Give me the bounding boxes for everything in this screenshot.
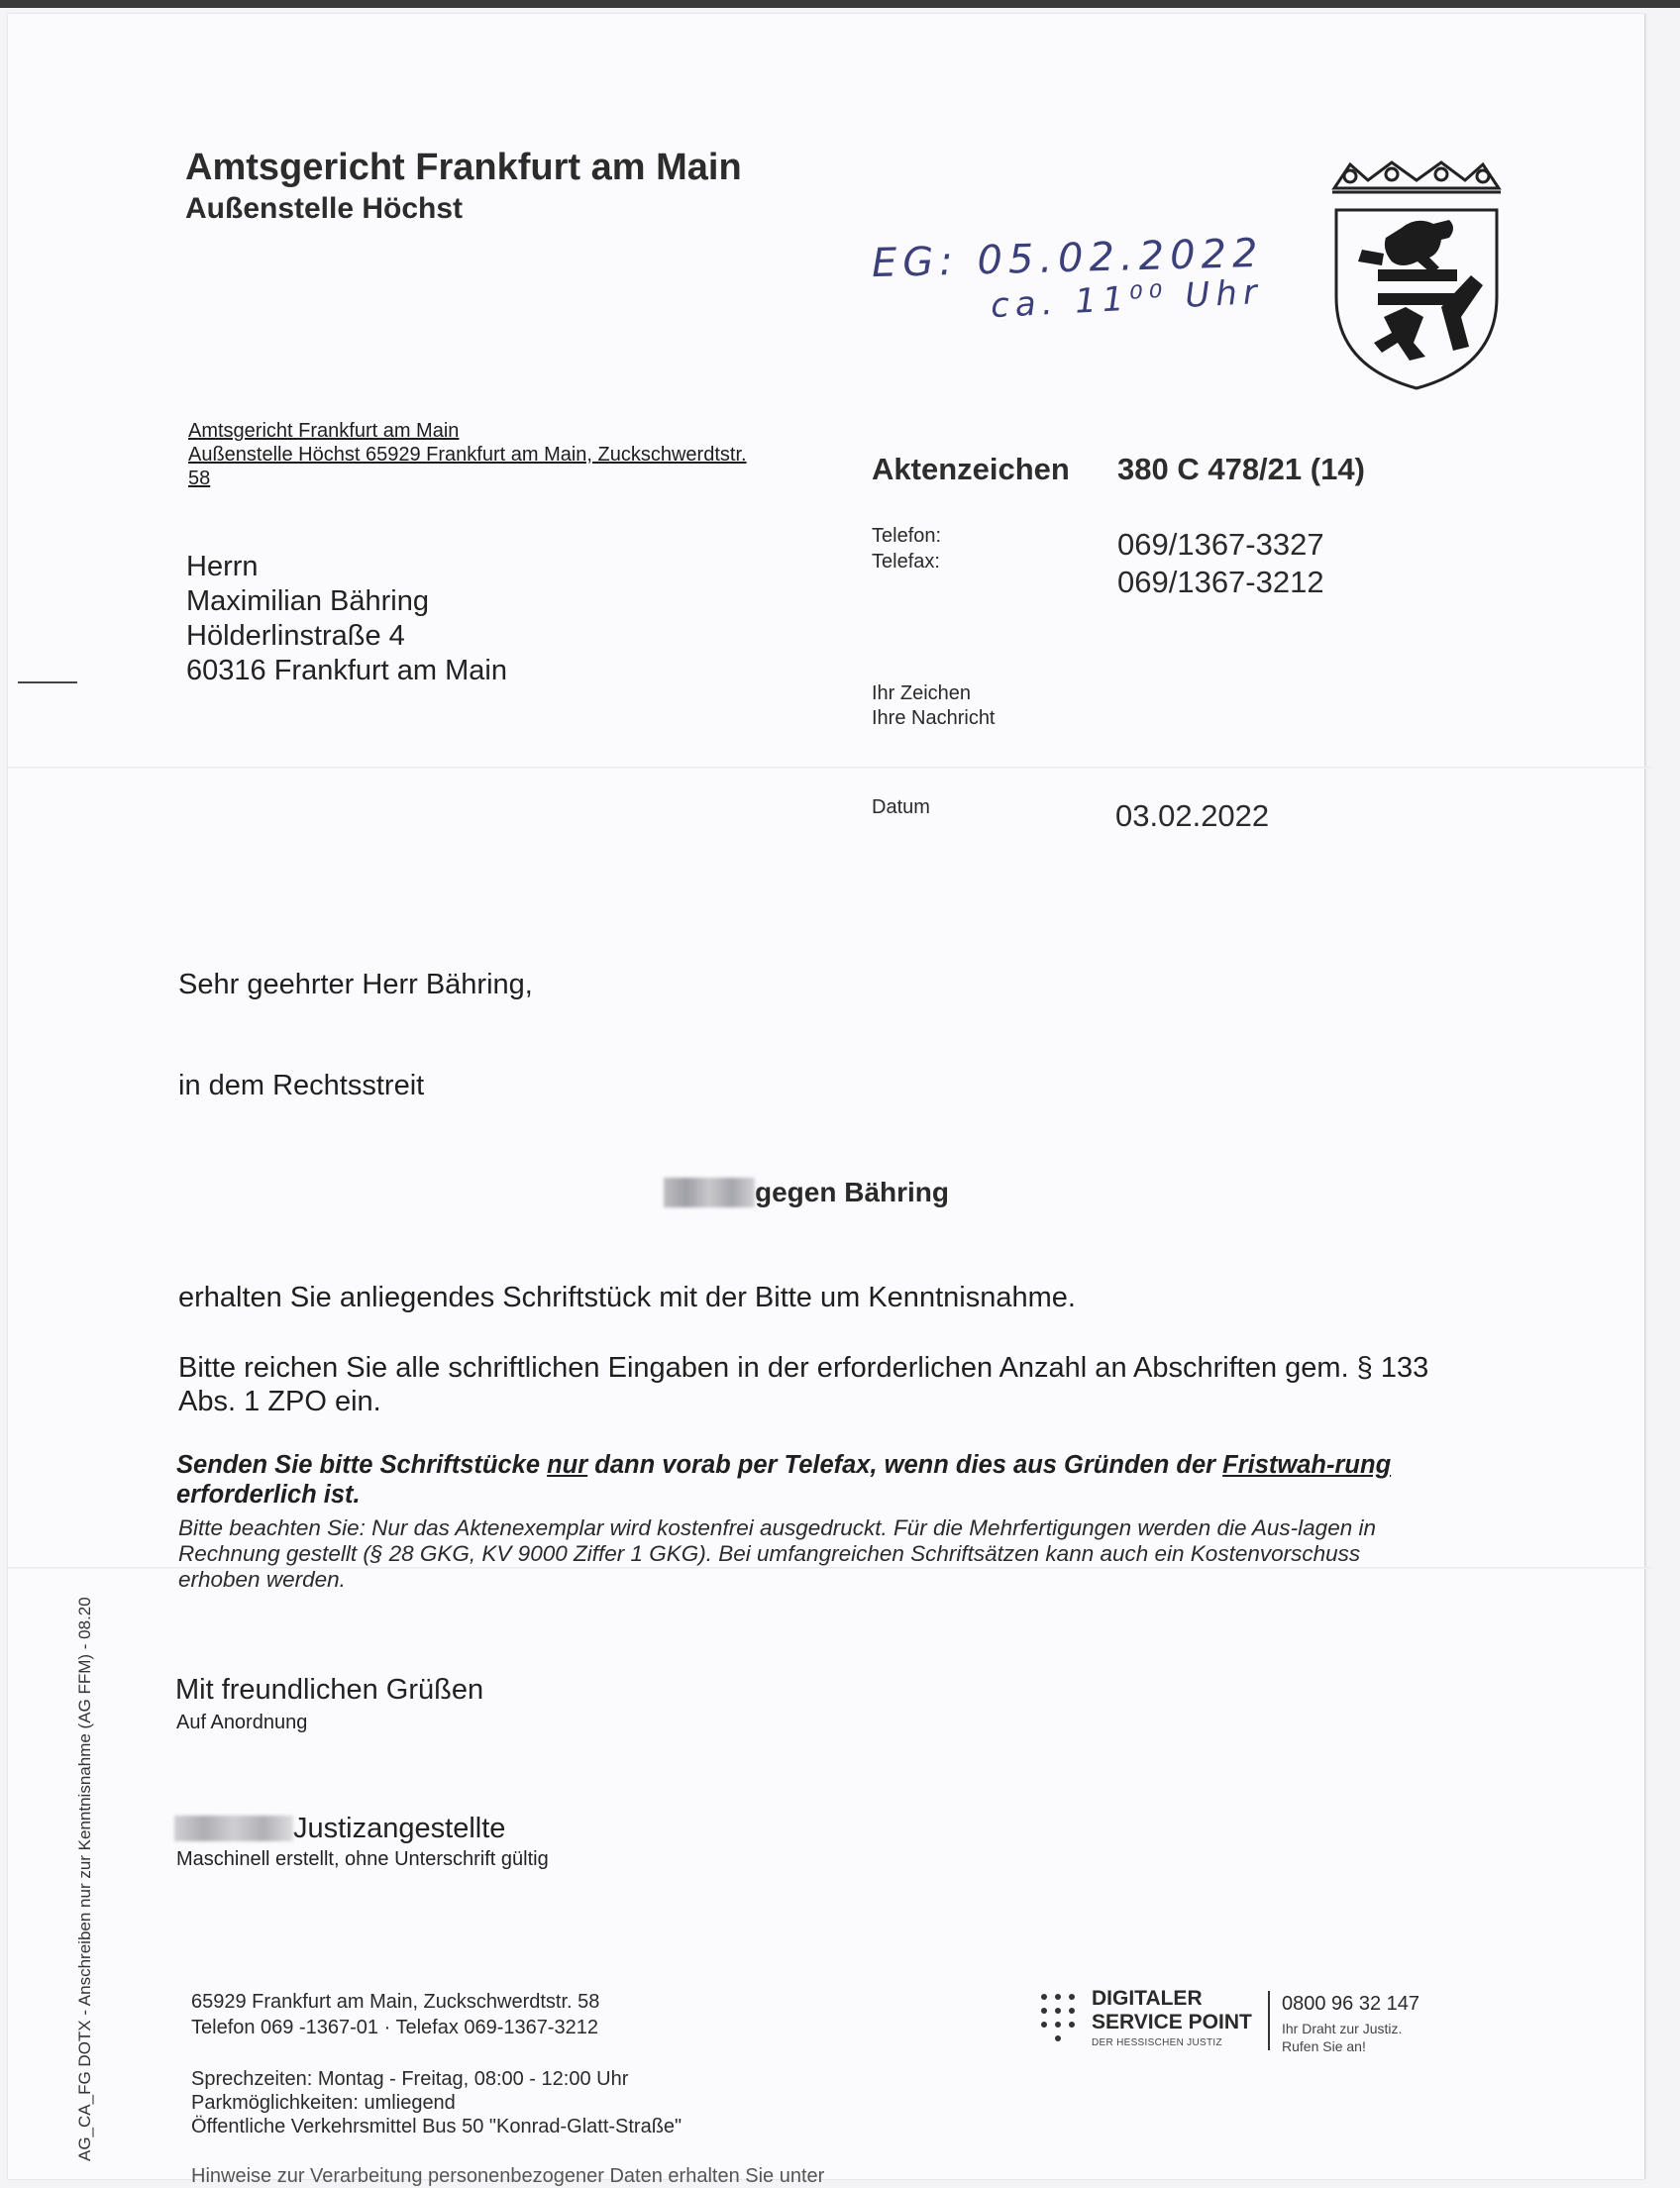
cost-note: Bitte beachten Sie: Nur das Aktenexemplar wird kostenfrei ausgedruckt. Für die Mehrfertigungen werden die Aus-lagen in Rechnung gestellt (§ 28 GKG, KV 9000 Ziffer 1 GKG). Bei umfangreichen Schriftsätzen kann auch ein Kostenvorschuss erhoben werden.: [178, 1515, 1376, 1592]
recipient-name: Maximilian Bähring: [186, 585, 429, 617]
paragraph-enclosure: erhalten Sie anliegendes Schriftstück mit der Bitte um Kenntnisnahme.: [178, 1282, 1076, 1313]
closing-regards: Mit freundlichen Grüßen: [175, 1674, 484, 1706]
fax-label: Telefax:: [872, 551, 940, 573]
court-name: Amtsgericht Frankfurt am Main: [185, 147, 742, 188]
sender-return-address: [188, 419, 822, 490]
digital-service-point: [1038, 1987, 1454, 2056]
footer-privacy-hint: Hinweise zur Verarbeitung personenbezogener Daten erhalten Sie unter: [191, 2165, 825, 2187]
service-point-dots-icon: [1038, 1991, 1082, 2050]
by-order: Auf Anordnung: [176, 1712, 308, 1733]
signatory: [174, 1813, 505, 1845]
redacted-signatory-name: [174, 1816, 293, 1841]
case-parties: [664, 1177, 949, 1208]
service-point-subtitle: DER HESSISCHEN JUSTIZ: [1092, 2037, 1222, 2048]
service-point-title: SERVICE POINT: [1092, 2011, 1252, 2033]
phone-label: Telefon:: [872, 525, 942, 547]
fold-mark: [18, 681, 77, 683]
footer-parking: Parkmöglichkeiten: umliegend: [191, 2092, 456, 2114]
sender-line: Außenstelle Höchst 65929 Frankfurt am Main, Zuckschwerdtstr.: [188, 444, 747, 466]
sender-line: 58: [188, 468, 211, 489]
fax-value: 069/1367-3212: [1117, 565, 1324, 599]
footer-transport: Öffentliche Verkehrsmittel Bus 50 "Konrad-Glatt-Straße": [191, 2116, 682, 2137]
handwritten-receipt-time: ca. 11⁰⁰ Uhr: [990, 271, 1264, 327]
recipient-salutation: Herrn: [186, 551, 259, 582]
paragraph-copies: Bitte reichen Sie alle schriftlichen Eingaben in der erforderlichen Anzahl an Abschriften gem. § 133 Abs. 1 ZPO ein.: [178, 1352, 1429, 1417]
party-text: gegen Bähring: [755, 1177, 950, 1207]
emphasis-only: nur: [547, 1451, 588, 1479]
handwritten-receipt-date: EG: 05.02.2022: [871, 230, 1265, 287]
scan-edge: [0, 0, 1680, 8]
hesse-coat-of-arms-icon: [1322, 158, 1511, 392]
your-message-label: Ihre Nachricht: [872, 707, 996, 729]
fax-instruction: [176, 1450, 1454, 1510]
recipient-street: Hölderlinstraße 4: [186, 620, 405, 652]
service-point-slogan: Ihr Draht zur Justiz.: [1282, 2021, 1403, 2036]
fold-line: [8, 767, 1652, 769]
signatory-title: Justizangestellte: [293, 1813, 506, 1844]
greeting: Sehr geehrter Herr Bähring,: [178, 969, 533, 1000]
date-label: Datum: [872, 796, 930, 818]
case-number-value: 380 C 478/21 (14): [1117, 452, 1365, 486]
service-point-title: DIGITALER: [1092, 1987, 1203, 2010]
emphasis-deadline: Fristwah-rung: [1222, 1451, 1392, 1479]
court-branch: Außenstelle Höchst: [185, 192, 464, 225]
fax-instruction-text: dann vorab per Telefax, wenn dies aus Gründen der: [587, 1451, 1223, 1479]
sender-line: Amtsgericht Frankfurt am Main: [188, 420, 460, 442]
your-reference-label: Ihr Zeichen: [872, 682, 972, 704]
service-point-slogan: Rufen Sie an!: [1282, 2038, 1366, 2054]
footer-phones: Telefon 069 -1367-01 · Telefax 069-1367-3212: [191, 2017, 599, 2038]
fax-instruction-text: erforderlich ist.: [176, 1481, 361, 1509]
machine-generated-note: Maschinell erstellt, ohne Unterschrift gültig: [176, 1848, 549, 1870]
case-number-label: Aktenzeichen: [872, 452, 1070, 486]
recipient-city: 60316 Frankfurt am Main: [186, 655, 507, 686]
lawsuit-intro: in dem Rechtsstreit: [178, 1070, 425, 1101]
phone-value: 069/1367-3327: [1117, 527, 1324, 562]
fax-instruction-text: Senden Sie bitte Schriftstücke: [176, 1451, 548, 1479]
template-id-sidebar: AG_CA_FG DOTX - Anschreiben nur zur Kenntnisnahme (AG FFM) - 08.20: [75, 1597, 94, 2161]
redacted-name: [664, 1178, 755, 1207]
footer-address: 65929 Frankfurt am Main, Zuckschwerdtstr. 58: [191, 1991, 600, 2013]
footer-hours: Sprechzeiten: Montag - Freitag, 08:00 - 12:00 Uhr: [191, 2068, 629, 2090]
service-point-phone: 0800 96 32 147: [1282, 1993, 1420, 2015]
divider: [1268, 1991, 1270, 2050]
date-value: 03.02.2022: [1115, 798, 1270, 833]
